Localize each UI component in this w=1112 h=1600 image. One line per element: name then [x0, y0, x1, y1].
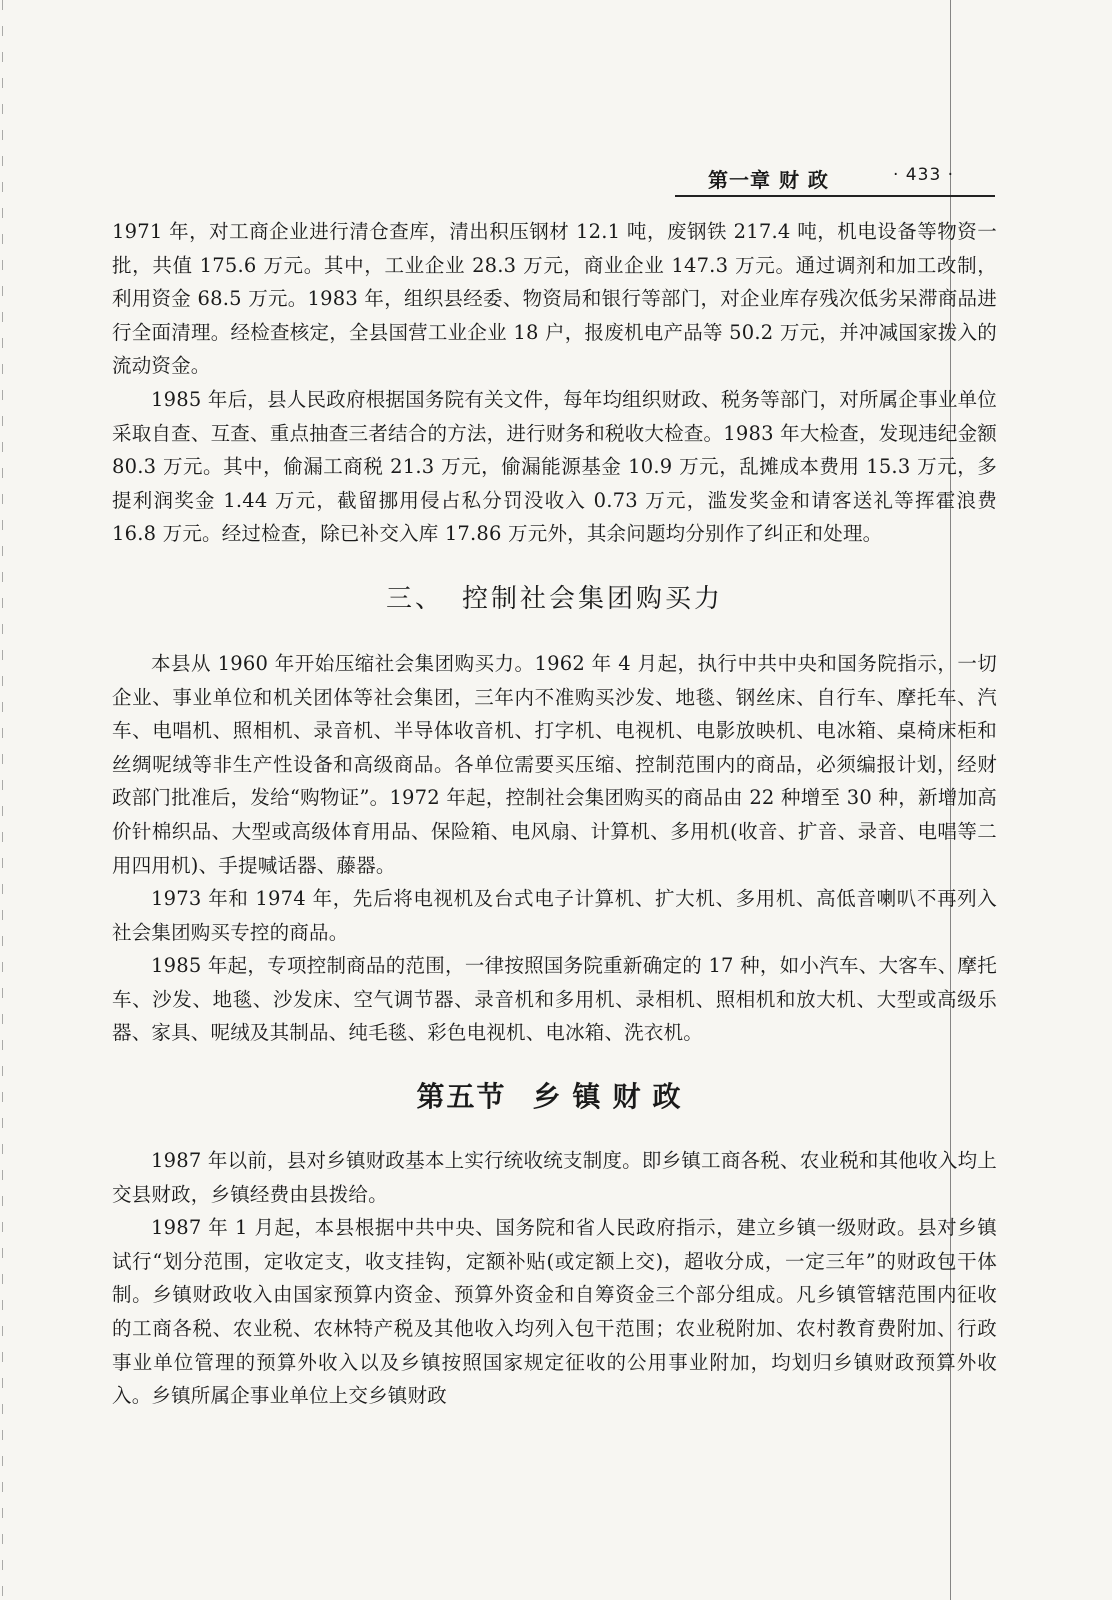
- running-header: [675, 158, 995, 194]
- section-number: 三、: [385, 583, 444, 614]
- paragraph: 1985 年起，专项控制商品的范围，一律按照国务院重新确定的 17 种，如小汽车、大客车、摩托车、沙发、地毯、沙发床、空气调节器、录音机和多用机、录相机、照相机和放大机、大型或高级乐器、家具、呢绒及其制品、纯毛毯、彩色电视机、电冰箱、洗衣机。: [112, 954, 997, 1045]
- body-text: [112, 215, 997, 1413]
- page-number: · 433 ·: [893, 165, 955, 185]
- paragraph: 1973 年和 1974 年，先后将电视机及台式电子计算机、扩大机、多用机、高低音喇叭不再列入社会集团购买专控的商品。: [112, 887, 997, 944]
- section-heading: [112, 551, 997, 647]
- paragraph: 本县从 1960 年开始压缩社会集团购买力。1962 年 4 月起，执行中共中央和国务院指示，一切企业、事业单位和机关团体等社会集团，三年内不准购买沙发、地毯、钢丝床、自行车、摩托车、汽车、电唱机、照相机、录音机、半导体收音机、打字机、电视机、电影放映机、电冰箱、桌椅床柜和丝绸呢绒等非生产性设备和高级商品。各单位需要买压缩、控制范围内的商品，必须编报计划，经财政部门批准后，发给“购物证”。1972 年起，控制社会集团购买的商品由 22 种增至 30 种，新增加高价针棉织品、大型或高级体育用品、保险箱、电风扇、计算机、多用机(收音、扩音、录音、电唱等二用四用机)、手提喊话器、藤器。: [112, 651, 997, 877]
- chapter-title: 第一章 财 政: [708, 168, 829, 192]
- paragraph: 1987 年 1 月起，本县根据中共中央、国务院和省人民政府指示，建立乡镇一级财政。县对乡镇试行“划分范围，定收定支，收支挂钩，定额补贴(或定额上交)，超收分成，一定三年”的财政包干体制。乡镇财政收入由国家预算内资金、预算外资金和自筹资金三个部分组成。凡乡镇管辖范围内征收的工商各税、农业税、农林特产税及其他收入均列入包干范围；农业税附加、农村教育费附加、行政事业单位管理的预算外收入以及乡镇按照国家规定征收的公用事业附加，均划归乡镇财政预算外收入。乡镇所属企事业单位上交乡镇财政: [112, 1216, 997, 1408]
- section-label: 第五节: [416, 1080, 507, 1114]
- section-title: 控制社会集团购买力: [462, 583, 724, 614]
- chapter-section-heading: [112, 1050, 997, 1144]
- paragraph: 1971 年，对工商企业进行清仓查库，清出积压钢材 12.1 吨，废钢铁 217.4 吨，机电设备等物资一批，共值 175.6 万元。其中，工业企业 28.3 万元，商业企业 147.3 万元。通过调剂和加工改制，利用资金 68.5 万元。1983 年，组织县经委、物资局和银行等部门，对企业库存残次低劣呆滞商品进行全面清理。经检查核定，全县国营工业企业 18 户，报废机电产品等 50.2 万元，并冲减国家拨入的流动资金。: [112, 220, 997, 378]
- section-title: 乡镇财政: [532, 1080, 693, 1114]
- header-rule: [675, 195, 995, 197]
- paragraph: 1985 年后，县人民政府根据国务院有关文件，每年均组织财政、税务等部门，对所属企事业单位采取自查、互查、重点抽查三者结合的方法，进行财务和税收大检查。1983 年大检查，发现违纪金额 80.3 万元。其中，偷漏工商税 21.3 万元，偷漏能源基金 10.9 万元，乱摊成本费用 15.3 万元，多提利润奖金 1.44 万元，截留挪用侵占私分罚没收入 0.73 万元，滥发奖金和请客送礼等挥霍浪费 16.8 万元。经过检查，除已补交入库 17.86 万元外，其余问题均分别作了纠正和处理。: [112, 387, 997, 546]
- paragraph: 1987 年以前，县对乡镇财政基本上实行统收统支制度。即乡镇工商各税、农业税和其他收入均上交县财政，乡镇经费由县拨给。: [112, 1149, 997, 1206]
- page-edge-mark: [2, 0, 3, 1600]
